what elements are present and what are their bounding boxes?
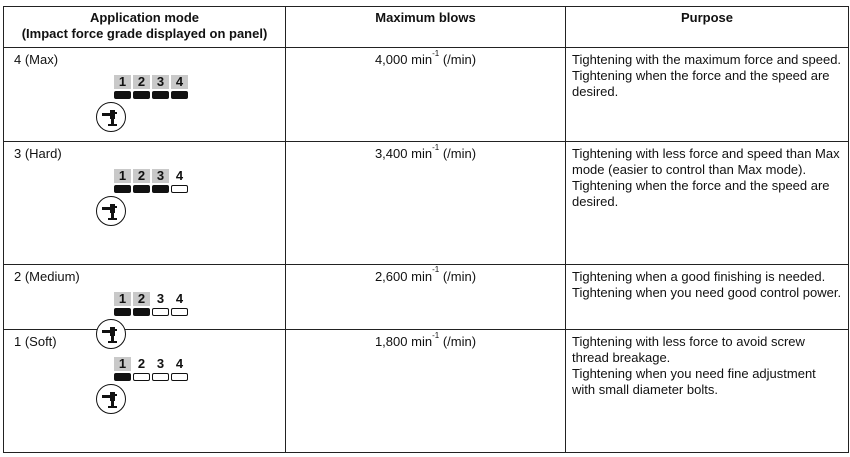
- grade-bar-lit: [171, 91, 188, 99]
- grade-bar-lit: [114, 91, 131, 99]
- blows-unit: min: [411, 268, 433, 284]
- blows-unit: min: [411, 52, 433, 67]
- grade-bar-unlit: [171, 185, 188, 193]
- blows-unit-alt: (/min): [442, 146, 477, 162]
- grade-number: 3: [152, 169, 169, 183]
- table-row: [4, 142, 849, 265]
- impact-driver-icon: [96, 196, 126, 226]
- grade-bar-unlit: [171, 308, 188, 316]
- grade-bar-lit: [152, 91, 169, 99]
- grade-bar-unlit: [152, 308, 169, 316]
- grade-number: 3: [156, 356, 165, 372]
- purpose-line: Tightening with less force and speed than Max mode (easier to control than Max mode).: [572, 146, 840, 178]
- grade-number: 4: [175, 356, 184, 372]
- blows-unit-alt: (/min): [442, 268, 477, 284]
- blows-unit-exponent: -1: [432, 48, 440, 58]
- header-application-mode: [4, 7, 286, 48]
- grade-bar-unlit: [171, 373, 188, 381]
- purpose-cell: [566, 48, 849, 142]
- table-row: [4, 48, 849, 142]
- grade-number: 3: [156, 290, 165, 306]
- mode-cell: [4, 264, 286, 330]
- maximum-blows-cell: [286, 264, 566, 330]
- grade-number: 4: [175, 168, 184, 184]
- blows-value: 3,400: [374, 146, 408, 162]
- grade-number: 4: [175, 290, 184, 306]
- grade-numbers: [114, 292, 194, 306]
- mode-label: 1 (Soft): [14, 334, 57, 350]
- header-purpose: Purpose: [566, 7, 849, 48]
- purpose-line: Tightening when the force and the speed are desired.: [572, 68, 830, 99]
- grade-number: 2: [133, 75, 150, 89]
- grade-number: 1: [114, 357, 131, 371]
- grade-number: 1: [114, 292, 131, 306]
- blows-unit-alt: (/min): [442, 52, 477, 67]
- grade-number: 3: [152, 75, 169, 89]
- purpose-line: Tightening with less force to avoid screw thread breakage.: [572, 334, 805, 366]
- grade-number: 2: [133, 292, 150, 306]
- purpose-line: Tightening when the force and the speed are desired.: [572, 178, 830, 210]
- grade-bar-lit: [133, 185, 150, 193]
- grade-bar-lit: [133, 308, 150, 316]
- grade-numbers: [114, 75, 194, 89]
- grade-number: 4: [171, 75, 188, 89]
- grade-numbers: [114, 169, 194, 183]
- grade-numbers: [114, 357, 194, 371]
- maximum-blows-cell: [286, 48, 566, 142]
- grade-bar-unlit: [133, 373, 150, 381]
- grade-number: 2: [133, 169, 150, 183]
- blows-unit-exponent: -1: [432, 265, 440, 275]
- purpose-cell: [566, 330, 849, 453]
- grade-bar-lit: [133, 91, 150, 99]
- grade-bars: [114, 373, 194, 381]
- grade-number: 1: [114, 169, 131, 183]
- impact-grade-indicator: [114, 169, 194, 229]
- table-row: [4, 330, 849, 453]
- mode-cell: [4, 48, 286, 142]
- grade-bar-lit: [114, 185, 131, 193]
- grade-bar-lit: [114, 373, 131, 381]
- grade-bar-unlit: [152, 373, 169, 381]
- grade-number: 1: [114, 75, 131, 89]
- blows-unit-exponent: -1: [432, 142, 440, 152]
- purpose-line: Tightening when you need fine adjustment with small diameter bolts.: [572, 366, 816, 398]
- blows-unit-exponent: -1: [432, 331, 440, 341]
- header-maximum-blows: Maximum blows: [286, 7, 566, 48]
- grade-bars: [114, 185, 194, 193]
- table-row: [4, 264, 849, 330]
- blows-value: 1,800: [374, 334, 408, 350]
- grade-bars: [114, 91, 194, 99]
- header-mode-title: Application mode: [89, 10, 200, 25]
- header-mode-subtitle: (Impact force grade displayed on panel): [21, 26, 268, 41]
- impact-driver-icon: [96, 384, 126, 414]
- purpose-cell: [566, 142, 849, 265]
- mode-label: 3 (Hard): [14, 146, 62, 162]
- mode-label: 4 (Max): [14, 52, 59, 67]
- blows-unit: min: [411, 146, 433, 162]
- blows-unit-alt: (/min): [442, 334, 477, 350]
- grade-bar-lit: [152, 185, 169, 193]
- grade-number: 2: [137, 356, 146, 372]
- table-header-row: [4, 7, 849, 48]
- mode-cell: [4, 330, 286, 453]
- purpose-line: Tightening when you need good control power.: [572, 284, 842, 300]
- purpose-cell: [566, 264, 849, 330]
- blows-value: 4,000: [374, 52, 408, 67]
- grade-bars: [114, 308, 194, 316]
- blows-value: 2,600: [374, 268, 408, 284]
- impact-driver-icon: [96, 102, 126, 132]
- purpose-line: Tightening when a good finishing is needed.: [572, 268, 826, 284]
- purpose-line: Tightening with the maximum force and speed.: [572, 52, 842, 67]
- grade-bar-lit: [114, 308, 131, 316]
- mode-cell: [4, 142, 286, 265]
- maximum-blows-cell: [286, 330, 566, 453]
- mode-label: 2 (Medium): [14, 268, 80, 284]
- impact-grade-indicator: [114, 357, 194, 417]
- application-mode-table: [3, 6, 849, 453]
- maximum-blows-cell: [286, 142, 566, 265]
- blows-unit: min: [411, 334, 433, 350]
- impact-grade-indicator: [114, 75, 194, 135]
